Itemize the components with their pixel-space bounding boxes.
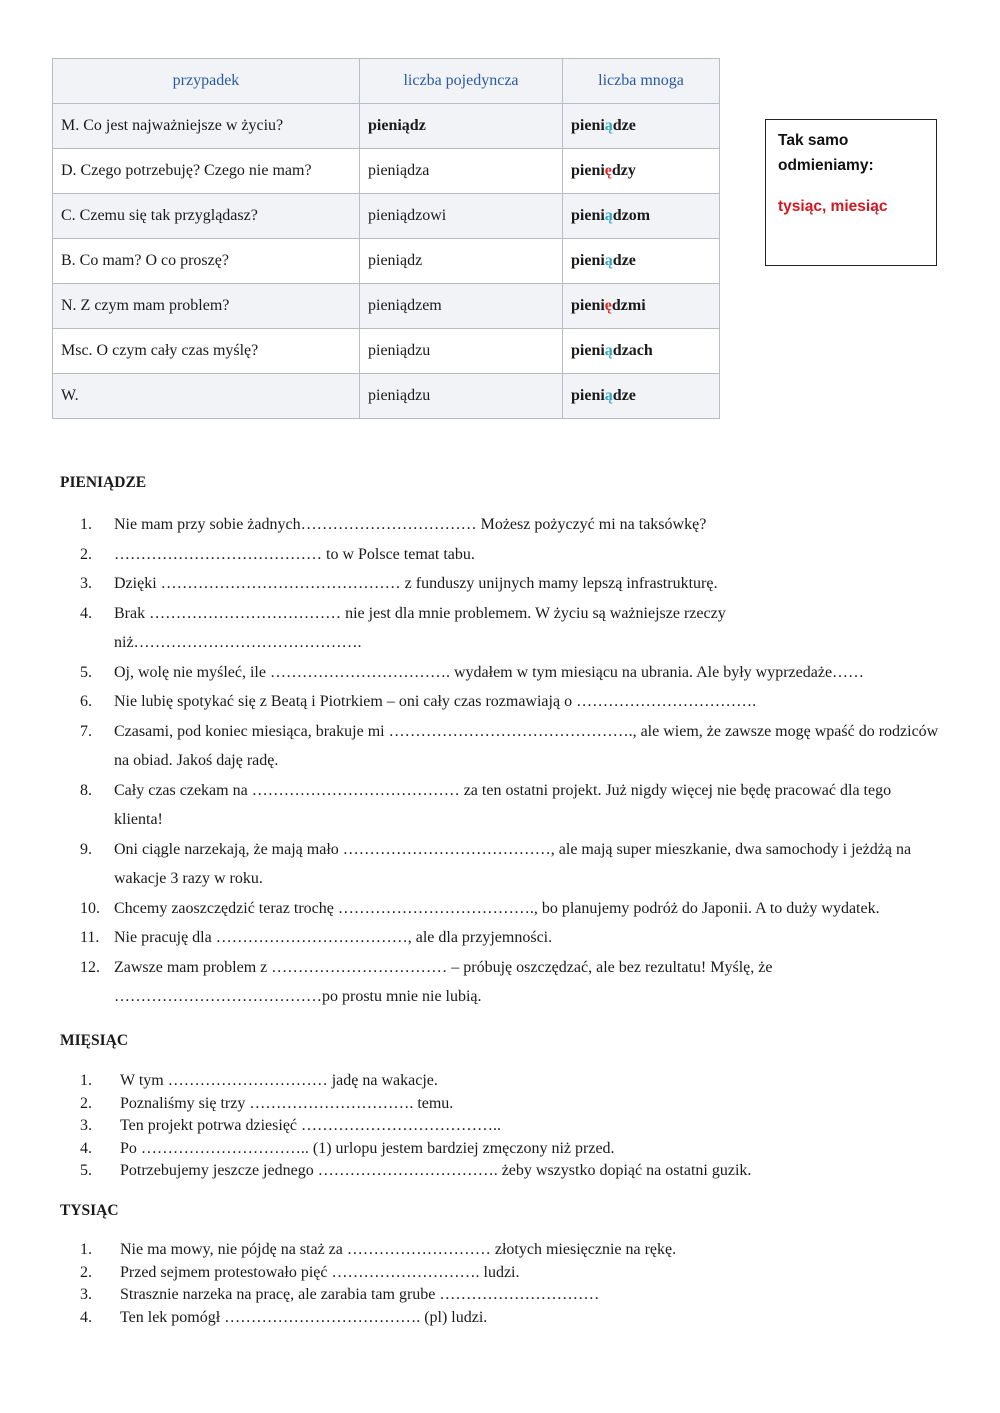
- singular-cell: pieniądz: [360, 104, 563, 149]
- section-title-tysiac: TYSIĄC: [60, 1202, 119, 1219]
- case-cell: N. Z czym mam problem?: [53, 284, 360, 329]
- exercise-item: [80, 717, 940, 776]
- plural-pre: pieni: [571, 387, 605, 404]
- plural-pre: pieni: [571, 162, 605, 179]
- plural-pre: pieni: [571, 207, 605, 224]
- plural-mid: ą: [604, 387, 613, 404]
- note-line-1: Tak samo: [778, 132, 849, 149]
- exercise-text: ………………………………… to w Polsce temat tabu.: [114, 545, 475, 563]
- exercise-text: Oni ciągle narzekają, że mają mało …………………………………, ale mają super mieszkanie, dwa samochody i jeżdżą na wakacje 3 razy w roku.: [114, 840, 912, 887]
- column-header-case: przypadek: [53, 59, 360, 104]
- exercise-number: 3.: [80, 575, 92, 592]
- exercise-number: 11.: [80, 929, 100, 946]
- plural-post: dze: [612, 252, 636, 269]
- exercise-text: Dzięki ……………………………………… z funduszy unijnych mamy lepszą infrastrukturę.: [114, 575, 718, 592]
- exercise-number: 2.: [80, 1094, 92, 1112]
- exercise-text: Nie ma mowy, nie pójdę na staż za ……………………… złotych miesięcznie na rękę.: [120, 1241, 677, 1258]
- exercise-number: 10.: [80, 899, 100, 917]
- exercise-number: 5.: [80, 1162, 92, 1179]
- plural-pre: pieni: [571, 297, 605, 314]
- exercise-item: [80, 776, 940, 835]
- note-line-2: odmieniamy:: [778, 157, 874, 174]
- exercise-number: 3.: [80, 1117, 92, 1134]
- exercise-number: 1.: [80, 516, 92, 533]
- plural-post: dze: [612, 387, 636, 404]
- column-header-singular: liczba pojedyncza: [360, 59, 563, 104]
- case-cell: M. Co jest najważniejsze w życiu?: [53, 104, 360, 149]
- exercise-text: Czasami, pod koniec miesiąca, brakuje mi ………………………………………., ale wiem, że zawsze mogę wpaść do rodziców na obiad. Jakoś daję radę.: [114, 722, 939, 769]
- singular-cell: pieniądzem: [360, 284, 563, 329]
- case-cell: Msc. O czym cały czas myślę?: [53, 329, 360, 374]
- plural-mid: ą: [604, 207, 613, 224]
- table-body: [53, 104, 720, 419]
- plural-mid: ą: [604, 342, 613, 359]
- exercise-number: 2.: [80, 1263, 92, 1281]
- exercise-list-miesiac: [80, 1070, 800, 1183]
- exercise-item: [80, 1284, 800, 1307]
- note-words: tysiąc, miesiąc: [778, 198, 888, 215]
- exercise-item: [80, 1093, 800, 1116]
- exercise-text: Cały czas czekam na ………………………………… za ten ostatni projekt. Już nigdy więcej nie będę pracować dla tego klienta!: [114, 781, 892, 828]
- exercise-list-tysiac: [80, 1239, 800, 1329]
- singular-cell: pieniądzowi: [360, 194, 563, 239]
- plural-cell: [563, 104, 720, 149]
- plural-pre: pieni: [571, 117, 605, 134]
- plural-cell: [563, 374, 720, 419]
- exercise-item: [80, 540, 940, 570]
- singular-cell: pieniądz: [360, 239, 563, 284]
- exercise-text: Brak ……………………………… nie jest dla mnie problemem. W życiu są ważniejsze rzeczy niż…………………………………….: [114, 604, 726, 651]
- exercise-text: Nie lubię spotykać się z Beatą i Piotrkiem – oni cały czas rozmawiają o …………………………….: [114, 693, 757, 710]
- exercise-text: Ten lek pomógł ………………………………. (pl) ludzi.: [120, 1308, 488, 1326]
- exercise-item: [80, 953, 940, 1012]
- exercise-item: [80, 835, 940, 894]
- plural-post: dzmi: [611, 297, 646, 314]
- plural-post: dzy: [611, 162, 636, 179]
- table-row: [53, 284, 720, 329]
- plural-cell: [563, 239, 720, 284]
- table-row: [53, 329, 720, 374]
- plural-cell: [563, 329, 720, 374]
- plural-mid: ę: [604, 297, 612, 314]
- plural-mid: ą: [604, 117, 613, 134]
- exercise-number: 1.: [80, 1241, 92, 1258]
- section-title-pieniadze: PIENIĄDZE: [60, 474, 147, 491]
- table-header-row: [53, 59, 720, 104]
- column-header-plural: liczba mnoga: [563, 59, 720, 104]
- exercise-number: 6.: [80, 693, 92, 710]
- exercise-number: 3.: [80, 1286, 92, 1303]
- case-cell: D. Czego potrzebuję? Czego nie mam?: [53, 149, 360, 194]
- plural-cell: [563, 284, 720, 329]
- exercise-item: [80, 658, 940, 688]
- plural-mid: ę: [604, 162, 612, 179]
- exercise-item: [80, 569, 940, 599]
- exercise-item: [80, 1307, 800, 1330]
- plural-cell: [563, 194, 720, 239]
- exercise-text: Zawsze mam problem z …………………………… – próbuję oszczędzać, ale bez rezultatu! Myślę, że …………………………………po prostu mnie nie lubią.: [114, 958, 773, 1005]
- exercise-item: [80, 923, 940, 953]
- exercise-number: 5.: [80, 663, 92, 681]
- plural-post: dze: [612, 117, 636, 134]
- plural-cell: [563, 149, 720, 194]
- exercise-number: 9.: [80, 840, 92, 858]
- exercise-number: 12.: [80, 958, 100, 976]
- case-cell: C. Czemu się tak przyglądasz?: [53, 194, 360, 239]
- plural-mid: ą: [604, 252, 613, 269]
- exercise-item: [80, 1262, 800, 1285]
- table-row: [53, 374, 720, 419]
- exercise-text: Strasznie narzeka na pracę, ale zarabia tam grube …………………………: [120, 1286, 600, 1303]
- table-row: [53, 104, 720, 149]
- table-row: [53, 194, 720, 239]
- exercise-text: W tym ………………………… jadę na wakacje.: [120, 1072, 438, 1089]
- exercise-text: Po ………………………….. (1) urlopu jestem bardziej zmęczony niż przed.: [120, 1139, 615, 1157]
- exercise-text: Przed sejmem protestowało pięć ………………………. ludzi.: [120, 1263, 520, 1281]
- declension-table: [52, 58, 720, 419]
- exercise-text: Nie pracuję dla ………………………………, ale dla przyjemności.: [114, 929, 553, 946]
- exercise-number: 4.: [80, 604, 92, 622]
- exercise-item: [80, 1138, 800, 1161]
- plural-pre: pieni: [571, 252, 605, 269]
- exercise-list-pieniadze: [80, 510, 940, 1012]
- table-row: [53, 239, 720, 284]
- case-cell: W.: [53, 374, 360, 419]
- exercise-item: [80, 1115, 800, 1138]
- singular-cell: pieniądza: [360, 149, 563, 194]
- table-row: [53, 149, 720, 194]
- singular-cell: pieniądzu: [360, 374, 563, 419]
- plural-post: dzom: [612, 207, 651, 224]
- exercise-text: Chcemy zaoszczędzić teraz trochę ………………………………., bo planujemy podróż do Japonii. A to duży wydatek.: [114, 899, 880, 917]
- exercise-number: 8.: [80, 781, 92, 799]
- exercise-text: Nie mam przy sobie żadnych…………………………… Możesz pożyczyć mi na taksówkę?: [114, 516, 707, 533]
- exercise-number: 4.: [80, 1139, 92, 1157]
- exercise-number: 1.: [80, 1072, 92, 1089]
- note-box: [765, 119, 937, 266]
- case-cell: B. Co mam? O co proszę?: [53, 239, 360, 284]
- exercise-item: [80, 894, 940, 924]
- exercise-item: [80, 1160, 800, 1183]
- exercise-item: [80, 1239, 800, 1262]
- exercise-number: 7.: [80, 722, 92, 740]
- exercise-item: [80, 510, 940, 540]
- exercise-text: Potrzebujemy jeszcze jednego ……………………………. żeby wszystko dopiąć na ostatni guzik.: [120, 1162, 752, 1179]
- exercise-text: Poznaliśmy się trzy …………………………. temu.: [120, 1094, 454, 1112]
- exercise-number: 4.: [80, 1308, 92, 1326]
- plural-post: dzach: [612, 342, 653, 359]
- plural-pre: pieni: [571, 342, 605, 359]
- exercise-item: [80, 1070, 800, 1093]
- exercise-item: [80, 599, 940, 658]
- exercise-text: Oj, wolę nie myśleć, ile ……………………………. wydałem w tym miesiącu na ubrania. Ale były wyprzedaże……: [114, 663, 865, 681]
- singular-cell: pieniądzu: [360, 329, 563, 374]
- exercise-number: 2.: [80, 545, 92, 563]
- section-title-miesiac: MIĘSIĄC: [60, 1032, 129, 1049]
- exercise-text: Ten projekt potrwa dziesięć ………………………………..: [120, 1117, 502, 1134]
- exercise-item: [80, 687, 940, 717]
